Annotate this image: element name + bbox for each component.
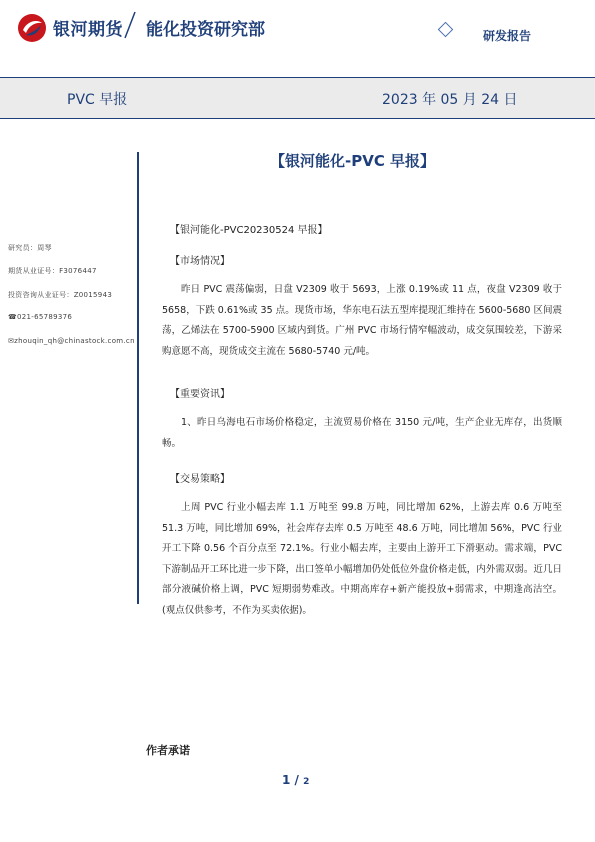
news-heading: 【重要资讯】 xyxy=(170,389,230,400)
diamond-icon xyxy=(438,22,454,38)
page-total: 2 xyxy=(303,777,310,787)
news-paragraph: 1、昨日乌海电石市场价格稳定，主流贸易价格在 3150 元/吨，生产企业无库存，出货顺畅。 xyxy=(162,417,562,449)
page-indicator xyxy=(282,773,309,787)
market-paragraph: 昨日 PVC 震荡偏弱，日盘 V2309 收于 5693，上涨 0.19%或 11 点，夜盘 V2309 收于 5658，下跌 0.61%或 35 点。现货市场，华东电石法五型库提现汇维持在 5600-5680 区间震荡，乙烯法在 5700-5900 区域内到货。广州 PVC 市场行情窄幅波动，成交氛围较差，下游采购意愿不高，现货成交主流在 5680-5740 元/吨。 xyxy=(162,284,562,357)
page-separator: / xyxy=(294,773,299,787)
page-current: 1 xyxy=(282,773,291,787)
band-date: 2023 年 05 月 24 日 xyxy=(382,92,518,108)
email-link[interactable]: ✉zhouqin_qh@chinastock.com.cn xyxy=(8,337,135,345)
author-commitment: 作者承诺 xyxy=(146,744,190,757)
department-name: 能化投资研究部 xyxy=(146,20,265,40)
market-heading: 【市场情况】 xyxy=(170,256,230,267)
futures-license: 期货从业证号：F3076447 xyxy=(8,267,97,275)
brand-name: 银河期货 xyxy=(53,20,123,40)
sidebar-divider xyxy=(137,152,139,604)
phone-number: ☎021-65789376 xyxy=(8,313,73,321)
strategy-heading: 【交易策略】 xyxy=(170,474,230,485)
band-product-label: PVC 早报 xyxy=(67,92,128,108)
report-type: 研发报告 xyxy=(483,29,532,43)
header-divider xyxy=(124,10,136,40)
consulting-license: 投资咨询从业证号：Z0015943 xyxy=(8,291,113,299)
galaxy-futures-logo-icon xyxy=(17,13,47,43)
report-label: 【银河能化-PVC20230524 早报】 xyxy=(170,225,328,236)
researcher-name: 研究员：周琴 xyxy=(8,244,52,252)
document-title: 【银河能化-PVC 早报】 xyxy=(270,152,436,170)
strategy-paragraph: 上周 PVC 行业小幅去库 1.1 万吨至 99.8 万吨，同比增加 62%，上游去库 0.6 万吨至 51.3 万吨，同比增加 69%，社会库存去库 0.5 万吨至 48.6 万吨，同比增加 56%，PVC 行业开工下降 0.56 个百分点至 72.1%。行业小幅去库，主要由上游开工下滑驱动。需求端，PVC 下游制品开工环比进一步下降，出口签单小幅增加仍处低位外盘价格走低，内外需双弱。近几日部分液碱价格上调，PVC 短期弱势难改。中期高库存+新产能投放+弱需求，中期逢高沽空。(观点仅供参考，不作为买卖依据)。 xyxy=(162,502,562,616)
